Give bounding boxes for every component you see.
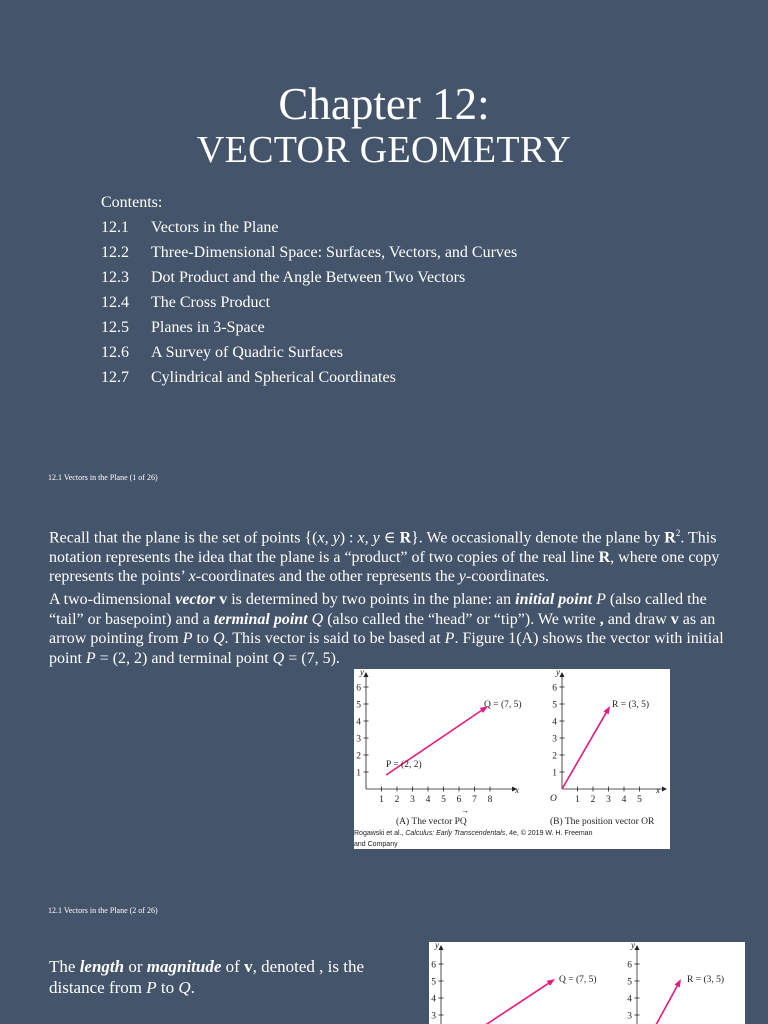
panel-a-y-arrowhead	[439, 945, 444, 950]
y-tick-label: 3	[356, 734, 361, 745]
contents-item	[101, 365, 517, 390]
contents-item	[101, 290, 517, 315]
x-tick-label: 2	[394, 795, 400, 805]
origin-label: O	[550, 794, 557, 804]
x-tick-label: 7	[472, 795, 477, 805]
vector-pq	[484, 983, 548, 1024]
figure-credit-line2: and Company	[354, 841, 398, 848]
figure-credit-line1: Rogawski et al., Calculus: Early Transcendentals, 4e, © 2019 W. H. Freeman	[354, 830, 593, 837]
x-tick-label: 2	[590, 795, 596, 805]
figure-1-svg	[354, 669, 670, 849]
vector-pq-arrowhead	[547, 979, 555, 986]
vector-or	[651, 986, 677, 1024]
contents-item	[101, 340, 517, 365]
vector-or-arrowhead	[675, 979, 681, 987]
x-tick-label: 5	[637, 795, 642, 805]
contents-item-label: Cylindrical and Spherical Coordinates	[151, 369, 396, 386]
paragraph-length-definition: The length or magnitude of v, denoted , is the distance from P to Q.	[49, 957, 364, 997]
label-r: R = (3, 5)	[612, 700, 650, 710]
slide-header: 12.1 Vectors in the Plane (2 of 26)	[48, 906, 158, 915]
y-tick-label: 2	[356, 751, 361, 762]
x-tick-label: 5	[441, 795, 446, 805]
panel-a-y-ticks	[431, 961, 443, 1022]
y-tick-label: 2	[552, 751, 557, 762]
figure-1-vectors-repeat	[429, 942, 745, 1024]
label-q: Q = (7, 5)	[559, 975, 597, 985]
panel-b-y-ticks	[552, 684, 564, 779]
contents-item-number: 12.1	[101, 219, 129, 236]
y-tick-label: 5	[356, 700, 361, 711]
y-tick-label: 3	[552, 734, 557, 745]
y-tick-label: 5	[552, 700, 557, 711]
contents-list	[101, 215, 517, 390]
y-tick-label: 5	[627, 977, 632, 988]
contents-item	[101, 215, 517, 240]
contents-item-number: 12.7	[101, 369, 129, 386]
table-of-contents	[101, 190, 517, 390]
x-tick-label: 4	[621, 795, 627, 805]
label-r: R = (3, 5)	[687, 975, 725, 985]
y-tick-label: 6	[627, 960, 632, 971]
x-tick-label: 3	[410, 795, 415, 805]
contents-heading: Contents:	[101, 194, 163, 211]
y-tick-label: 6	[356, 683, 361, 694]
vector-or	[562, 713, 606, 789]
x-tick-label: 3	[606, 795, 611, 805]
figure-1-vectors	[354, 669, 670, 849]
slide-header: 12.1 Vectors in the Plane (1 of 26)	[48, 473, 158, 482]
y-tick-label: 4	[552, 717, 557, 728]
contents-item	[101, 315, 517, 340]
y-tick-label: 4	[627, 994, 632, 1005]
panel-a-y-label: y	[360, 669, 364, 677]
contents-item-number: 12.4	[101, 294, 129, 311]
x-tick-label: 4	[425, 795, 431, 805]
contents-item	[101, 265, 517, 290]
panel-b-y-arrowhead	[635, 945, 640, 950]
contents-item-label: The Cross Product	[151, 294, 271, 311]
x-tick-label: 1	[575, 795, 580, 805]
panel-b-y-arrowhead	[560, 672, 565, 677]
panel-b-x-arrowhead	[662, 787, 667, 792]
panel-b-x-label: x	[656, 785, 660, 795]
x-tick-label: 6	[456, 795, 462, 805]
contents-item-label: A Survey of Quadric Surfaces	[151, 344, 343, 361]
contents-item	[101, 240, 517, 265]
panel-a-y-label: y	[435, 942, 439, 950]
x-tick-label: 8	[487, 795, 493, 805]
caption-b: (B) The position vector OR	[550, 817, 655, 827]
contents-item-label: Dot Product and the Angle Between Two Vectors	[151, 269, 466, 286]
y-tick-label: 3	[627, 1011, 632, 1022]
contents-item-number: 12.6	[101, 344, 129, 361]
y-tick-label: 4	[356, 717, 361, 728]
panel-b-y-label: y	[556, 669, 560, 677]
panel-b-y-ticks	[627, 961, 639, 1022]
contents-item-number: 12.2	[101, 244, 129, 261]
caption-a: (A) The vector PQ	[396, 817, 467, 827]
contents-item-number: 12.3	[101, 269, 129, 286]
figure-1-repeat-svg	[429, 942, 745, 1024]
paragraph-vector-definition: A two-dimensional vector v is determined by two points in the plane: an initial point P (also called the “tail” or basepoint) and a terminal point Q (also called the “head” or “tip”). We write , and draw v as an arrow pointing from P to Q. This vector is said to be based at P. Figure 1(A) shows the vector with initial point P = (2, 2) and terminal point Q = (7, 5).	[49, 591, 724, 667]
y-tick-label: 4	[431, 994, 436, 1005]
vector-or-arrowhead	[603, 706, 610, 714]
y-tick-label: 6	[552, 683, 557, 694]
label-q: Q = (7, 5)	[484, 700, 522, 710]
arrow-over-pq-icon: →	[461, 806, 469, 815]
y-tick-label: 1	[356, 768, 361, 779]
panel-a-y-ticks	[356, 684, 368, 779]
panel-b-y-label: y	[631, 942, 635, 950]
chapter-title: Chapter 12:	[278, 79, 490, 129]
y-tick-label: 6	[431, 960, 436, 971]
paragraph-plane-definition: Recall that the plane is the set of points {(x, y) : x, y ∈ R}. We occasionally denote the plane by $R^2$. This notation represents the idea that the plane is a “product” of two copies of the real line R, where one copy represents the points’ x-coordinates and the other represents the y-coordinates.	[49, 528, 720, 586]
contents-item-label: Three-Dimensional Space: Surfaces, Vectors, and Curves	[151, 244, 518, 261]
label-p: P = (2, 2)	[386, 760, 422, 770]
y-tick-label: 3	[431, 1011, 436, 1022]
contents-item-label: Vectors in the Plane	[151, 219, 279, 236]
y-tick-label: 1	[552, 768, 557, 779]
panel-a-x-label: x	[515, 785, 519, 795]
y-tick-label: 5	[431, 977, 436, 988]
x-tick-label: 1	[379, 795, 384, 805]
chapter-subtitle: VECTOR GEOMETRY	[196, 129, 572, 171]
contents-item-label: Planes in 3-Space	[151, 319, 265, 336]
panel-a-y-arrowhead	[364, 672, 369, 677]
contents-item-number: 12.5	[101, 319, 129, 336]
